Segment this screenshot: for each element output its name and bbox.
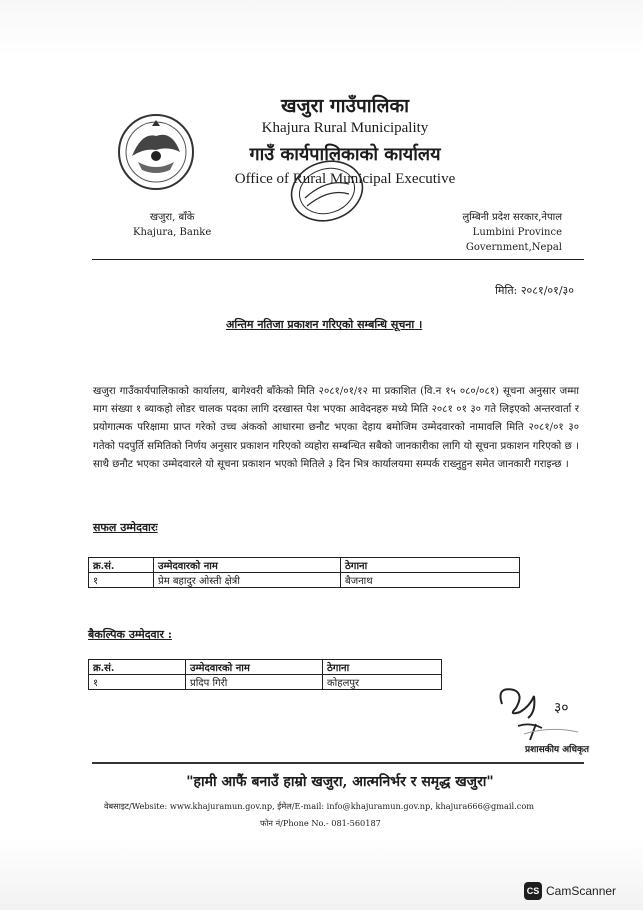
successful-candidates-table <box>88 557 520 588</box>
footer-slogan: "हामी आफैं बनाउँ हाम्रो खजुरा, आत्मनिर्भर र समृद्ध खजुरा" <box>186 774 494 790</box>
column-header: ठेगाना <box>341 558 520 573</box>
header-divider <box>92 259 584 260</box>
table-row <box>89 573 520 588</box>
table-row <box>89 675 442 690</box>
footer-website-email: वेबसाइट/Website: www.khajuramun.gov.np, ईमेल/E-mail: info@khajuramun.gov.np, khajura666@gmail.com <box>103 801 535 811</box>
camscanner-icon: CS <box>524 882 542 900</box>
column-header: क्र.सं. <box>89 558 154 573</box>
table-header-row <box>89 660 442 675</box>
table-cell: कोहलपुर <box>323 675 442 690</box>
camscanner-watermark <box>524 880 616 902</box>
office-location: खजुरा, बाँके Khajura, Banke <box>133 212 212 238</box>
table-cell: प्रदिप गिरी <box>186 675 323 690</box>
office-name-nepali: गाउँ कार्यपालिकाको कार्यालय <box>249 144 441 165</box>
footer-phone: फोन नं/Phone No.- 081-560187 <box>260 818 381 828</box>
table-cell: १ <box>89 573 154 588</box>
notice-body: खजुरा गाउँकार्यपालिकाको कार्यालय, बागेश्वरी बाँकेको मिति २०८१/०१/१२ मा प्रकाशित (वि.न १५ ०८०/०८१) सूचना अनुसार जम्मा माग संख्या १ ब्याकहो लोडर चालक पदका लागि दरखास्त पेश भएका आवेदनहरु मध्ये मिति २०८१ ०१ ३० गते लिइएको अन्तरवार्ता र प्रयोगात्मक परिक्षामा प्राप्त गरेको उच्च अंकको आधारमा छनौट भएका देहाय बमोजिम उम्मेदवारको नामावलि मिति २०८१/०१ ३० गतेको पदपुर्ति समितिको निर्णय अनुसार प्रकाशन गरिएको व्यहोरा सम्बन्धित सबैको जानकारीका लागि यो सूचना प्रकाशन गरिएको छ । साथै छनौट भएका उम्मेदवारले यो सूचना प्रकाशन भएको मितिले ३ दिन भित्र कार्यालयमा सम्पर्क राख्नुहुन समेत जानकारी गराइन्छ । <box>93 386 579 470</box>
table-header-row <box>89 558 520 573</box>
column-header: ठेगाना <box>323 660 442 675</box>
province-government: लुम्बिनी प्रदेश सरकार,नेपाल Lumbini Province Government,Nepal <box>462 212 562 253</box>
alternate-candidates-table <box>88 659 442 690</box>
column-header: उम्मेदवारको नाम <box>186 660 323 675</box>
nepal-emblem-logo <box>116 112 196 192</box>
signatory-designation: प्रशासकीय अधिकृत <box>525 745 590 755</box>
notice-date: मिति: २०८१/०१/३० <box>495 284 574 297</box>
municipality-name-english: Khajura Rural Municipality <box>261 120 429 136</box>
table-cell: बैजनाथ <box>341 573 520 588</box>
camscanner-label: CamScanner <box>546 884 617 898</box>
office-name-english: Office of Rural Municipal Executive <box>234 171 456 187</box>
svg-text:३०: ३० <box>554 700 569 716</box>
successful-candidates-heading: सफल उम्मेदवारः <box>93 521 158 534</box>
footer-divider <box>92 762 584 764</box>
table-cell: १ <box>89 675 186 690</box>
table-cell: प्रेम बहादुर ओस्ती क्षेत्री <box>154 573 341 588</box>
office-stamp <box>287 158 367 224</box>
notice-subject: अन्तिम नतिजा प्रकाशन गरिएको सम्बन्धि सूचना । <box>226 318 423 331</box>
alternate-candidates-heading: बैकल्पिक उम्मेदवार : <box>88 628 172 641</box>
column-header: क्र.सं. <box>89 660 186 675</box>
column-header: उम्मेदवारको नाम <box>154 558 341 573</box>
municipality-name-nepali: खजुरा गाउँपालिका <box>280 95 409 117</box>
